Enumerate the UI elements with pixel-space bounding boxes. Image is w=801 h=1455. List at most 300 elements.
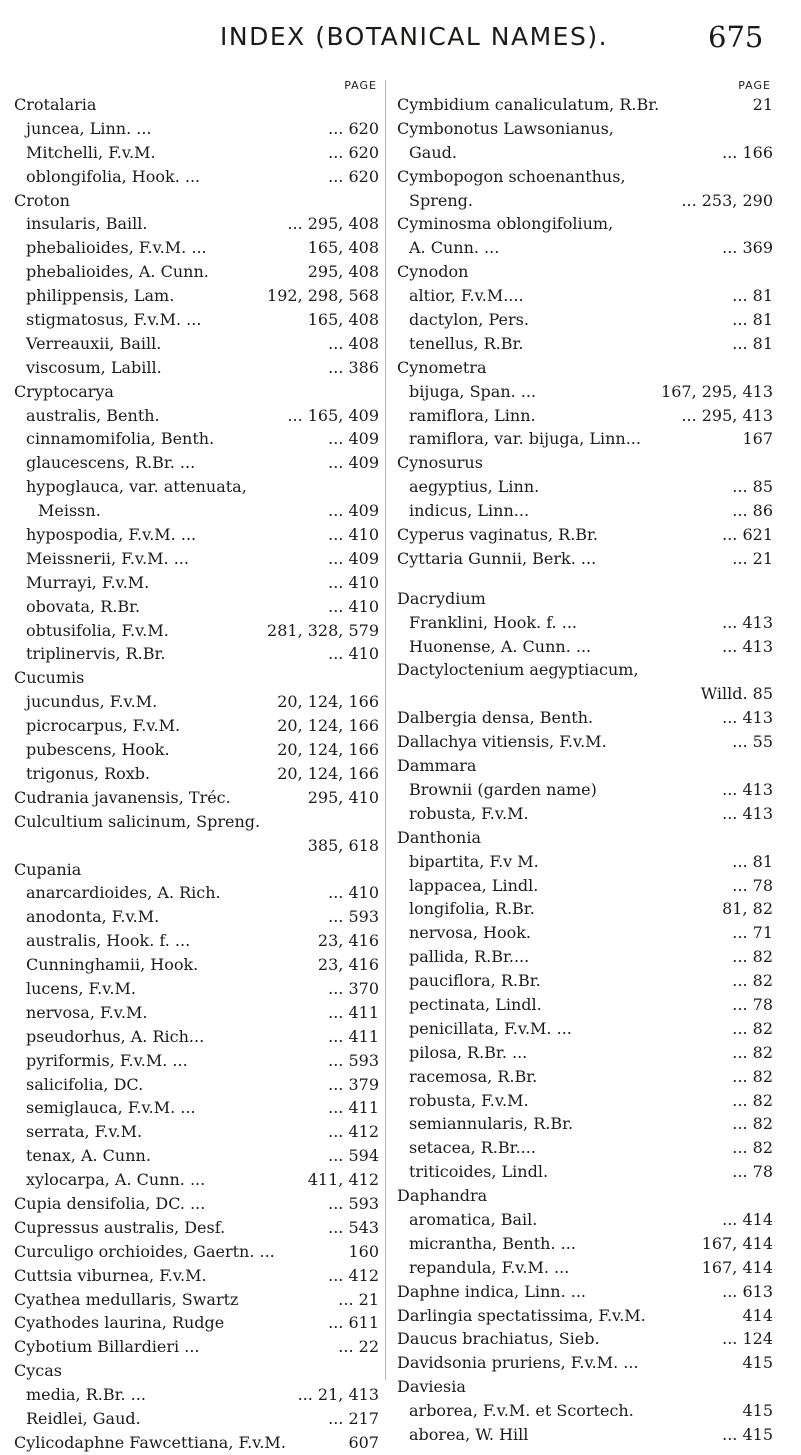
entry-pages: ... 411 [328,1002,379,1022]
entry-pages: ... 410 [328,572,379,592]
index-entry [14,1431,381,1455]
entry-name: Davidsonia pruriens, F.v.M. ... [397,1353,639,1373]
entry-name: pauciflora, R.Br. [409,971,541,991]
entry-pages: ... 21, 413 [297,1385,379,1405]
entry-name: Cucumis [14,668,85,688]
entry-pages: ... 413 [722,708,773,728]
entry-name: anarcardioides, A. Rich. [26,883,221,903]
entry-pages: 414 [742,1305,773,1325]
index-entry [14,236,381,260]
entry-pages: ... 413 [722,803,773,823]
entry-name: indicus, Linn... [409,501,530,521]
index-entry [397,189,775,213]
entry-name: hypospodia, F.v.M. ... [26,525,197,545]
entry-name: Cymbopogon schoenanthus, [397,166,626,186]
entry-name: Cyathodes laurina, Rudge [14,1313,225,1333]
index-entry [14,1001,381,1025]
entry-name: Reidlei, Gaud. [26,1408,141,1428]
index-entry [14,666,381,690]
entry-name: glaucescens, R.Br. ... [26,453,196,473]
index-entry [14,1049,381,1073]
entry-pages: 20, 124, 166 [277,692,379,712]
entry-name: Brownii (garden name) [409,779,597,799]
entry-name: triticoides, Lindl. [409,1162,549,1182]
entry-pages: ... 82 [732,1114,773,1134]
index-entry [14,977,381,1001]
entry-name: Dacrydium [397,588,486,608]
index-entry [14,1216,381,1240]
entry-name: Cupia densifolia, DC. ... [14,1193,206,1213]
entry-name: lappacea, Lindl. [409,875,539,895]
left-index-list [14,93,381,1455]
entry-name: pseudorhus, A. Rich... [26,1026,205,1046]
entry-pages: ... 543 [328,1217,379,1237]
index-entry [397,1256,775,1280]
entry-name: Cycas [14,1361,62,1381]
entry-name: pyriformis, F.v.M. ... [26,1050,188,1070]
index-entry [14,165,381,189]
index-entry [397,1304,775,1328]
entry-name: arborea, F.v.M. et Scortech. [409,1401,634,1421]
entry-name: pallida, R.Br.... [409,947,530,967]
entry-name: semiglauca, F.v.M. ... [26,1098,196,1118]
entry-name: Danthonia [397,827,481,847]
entry-pages: ... 295, 413 [681,405,773,425]
index-entry [14,1168,381,1192]
index-entry [14,356,381,380]
entry-pages: ... 409 [328,453,379,473]
index-entry [397,380,775,404]
entry-name: Dactyloctenium aegyptiacum, [397,660,639,680]
index-entry [14,547,381,571]
entry-pages: ... 412 [328,1265,379,1285]
index-entry [14,1025,381,1049]
entry-pages: 385, 618 [307,835,379,855]
index-entry [397,1017,775,1041]
index-entry [14,690,381,714]
index-entry [14,905,381,929]
index-entry [14,762,381,786]
entry-name: Daucus brachiatus, Sieb. [397,1329,600,1349]
index-entry [397,117,775,141]
entry-name: cinnamomifolia, Benth. [26,429,215,449]
index-entry [14,1096,381,1120]
entry-name: Cymbidium canaliculatum, R.Br. [397,95,660,114]
page-number: 675 [708,20,764,54]
entry-name: obtusifolia, F.v.M. [26,620,169,640]
index-entry [397,1089,775,1113]
index-entry [397,1399,775,1423]
index-entry [397,1423,775,1447]
index-entry [14,475,381,499]
index-entry [14,571,381,595]
entry-pages: 21 [752,95,773,114]
entry-name: Cylicodaphne Fawcettiana, F.v.M. [14,1432,286,1452]
entry-pages: ... 21 [338,1289,379,1309]
entry-pages: ... 81 [732,310,773,330]
index-entry [14,1407,381,1431]
entry-name: nervosa, F.v.M. [26,1002,148,1022]
index-entry [397,730,775,754]
page-header [0,22,801,58]
index-entry [14,141,381,165]
index-entry [397,682,775,706]
entry-pages: 192, 298, 568 [267,286,379,306]
entry-pages: ... 594 [328,1146,379,1166]
entry-pages: ... 408 [328,333,379,353]
entry-pages: ... 78 [732,875,773,895]
entry-name: Culcultium salicinum, Spreng. [14,811,261,831]
index-entry [14,1359,381,1383]
entry-name: trigonus, Roxb. [26,763,151,783]
entry-name: bijuga, Span. ... [409,381,537,401]
entry-name: Cynodon [397,262,469,282]
left-column [14,79,381,1455]
index-entry [14,117,381,141]
entry-pages: ... 593 [328,1193,379,1213]
entry-name: Cuttsia viburnea, F.v.M. [14,1265,207,1285]
entry-pages: 85 [752,684,773,704]
entry-pages: ... 621 [722,525,773,545]
entry-name: bipartita, F.v M. [409,851,539,871]
entry-pages: ... 71 [732,923,773,943]
index-entry [14,1383,381,1407]
index-entry [397,658,775,682]
index-entry [397,1136,775,1160]
entry-name: aromatica, Bail. [409,1209,538,1229]
index-entry [14,834,381,858]
entry-name: Meissnerii, F.v.M. ... [26,548,189,568]
entry-pages: ... 620 [328,166,379,186]
entry-name: Darlingia spectatissima, F.v.M. [397,1305,646,1325]
index-entry [397,308,775,332]
entry-name: Cyminosma oblongifolium, [397,214,614,234]
entry-pages: 281, 328, 579 [267,620,379,640]
entry-name: australis, Benth. [26,405,160,425]
entry-name: Curculigo orchioides, Gaertn. ... [14,1241,275,1261]
entry-name: xylocarpa, A. Cunn. ... [26,1170,206,1190]
entry-name: stigmatosus, F.v.M. ... [26,310,202,330]
index-entry [397,1065,775,1089]
entry-pages: 167 [742,429,773,449]
entry-name: setacea, R.Br.... [409,1138,536,1158]
entry-pages: ... 81 [732,286,773,306]
entry-pages: ... 413 [722,779,773,799]
index-entry [397,1280,775,1304]
entry-pages: 607 [348,1432,379,1452]
index-entry [14,308,381,332]
entry-name: salicifolia, DC. [26,1074,144,1094]
entry-pages: ... 593 [328,907,379,927]
entry-name: Daphandra [397,1186,488,1206]
index-entry [397,356,775,380]
entry-name: triplinervis, R.Br. [26,644,166,664]
entry-pages: ... 21 [732,548,773,568]
index-entry [397,1208,775,1232]
entry-name: anodonta, F.v.M. [26,907,160,927]
entry-name: ramiflora, var. bijuga, Linn... [409,429,641,449]
index-entry [397,778,775,802]
index-entry [397,993,775,1017]
entry-pages: ... 411 [328,1098,379,1118]
entry-name: semiannularis, R.Br. [409,1114,574,1134]
page-label-right: PAGE [738,79,771,92]
index-entry [14,332,381,356]
entry-pages: ... 386 [328,357,379,377]
index-entry [14,595,381,619]
index-entry [397,754,775,778]
index-entry [397,635,775,659]
entry-pages: ... 620 [328,142,379,162]
entry-pages: ... 85 [732,477,773,497]
index-entry [14,953,381,977]
entry-pages: 167, 414 [701,1257,773,1277]
entry-name: Crotalaria [14,95,97,114]
entry-pages: ... 620 [328,118,379,138]
entry-pages: ... 413 [722,636,773,656]
entry-pages: ... 253, 290 [681,190,773,210]
entry-pages: ... 82 [732,947,773,967]
index-entry [397,1160,775,1184]
entry-pages: ... 412 [328,1122,379,1142]
entry-name: longifolia, R.Br. [409,899,535,919]
entry-name: pilosa, R.Br. ... [409,1042,528,1062]
index-entry [397,165,775,189]
entry-name: Cupania [14,859,82,879]
index-entry [14,619,381,643]
index-entry [14,786,381,810]
entry-name: Huonense, A. Cunn. ... [409,636,592,656]
entry-name: Murrayi, F.v.M. [26,572,150,592]
entry-name: Dammara [397,756,477,776]
entry-name: Gaud. [409,142,457,162]
index-entry [14,1311,381,1335]
entry-name: Verreauxii, Baill. [26,333,162,353]
index-entry [397,547,775,571]
index-entry [14,1240,381,1264]
index-entry [397,1041,775,1065]
entry-name: Cyperus vaginatus, R.Br. [397,525,599,545]
entry-name: pubescens, Hook. [26,740,170,760]
entry-name: micrantha, Benth. ... [409,1233,576,1253]
index-entry [397,1375,775,1399]
entry-pages: ... 415 [722,1424,773,1444]
entry-name: juncea, Linn. ... [26,118,152,138]
entry-name: repandula, F.v.M. ... [409,1257,570,1277]
index-entry [14,427,381,451]
index-entry [397,1351,775,1375]
entry-name: Cudrania javanensis, Tréc. [14,787,231,807]
entry-name: obovata, R.Br. [26,596,141,616]
entry-name: Cybotium Billardieri ... [14,1337,200,1357]
entry-name: Cyathea medullaris, Swartz [14,1289,239,1309]
index-entry [397,236,775,260]
entry-name: jucundus, F.v.M. [26,692,158,712]
entry-pages: 165, 408 [307,310,379,330]
index-entry [397,475,775,499]
entry-name: Cupressus australis, Desf. [14,1217,226,1237]
entry-name: Dalbergia densa, Benth. [397,708,594,728]
entry-pages: ... 410 [328,883,379,903]
entry-pages: ... 55 [732,732,773,752]
entry-name: Willd. [700,684,748,704]
entry-pages: ... 81 [732,851,773,871]
index-entry [14,499,381,523]
index-entry [397,945,775,969]
index-entry [14,929,381,953]
entry-pages: ... 82 [732,1090,773,1110]
entry-pages: ... 82 [732,1138,773,1158]
index-entry [14,714,381,738]
entry-name: Cyttaria Gunnii, Berk. ... [397,548,597,568]
index-entry [14,404,381,428]
entry-pages: ... 414 [722,1209,773,1229]
entry-pages: ... 82 [732,1042,773,1062]
index-entry [397,969,775,993]
entry-name: hypoglauca, var. attenuata, [26,477,247,497]
index-entry [397,826,775,850]
entry-pages: 411, 412 [307,1170,379,1190]
entry-name: lucens, F.v.M. [26,978,136,998]
entry-pages: ... 78 [732,1162,773,1182]
index-entry [14,858,381,882]
entry-pages: 167, 295, 413 [661,381,773,401]
entry-name: Cynosurus [397,453,483,473]
index-entry [14,1144,381,1168]
entry-pages: ... 82 [732,1066,773,1086]
index-entry [397,284,775,308]
index-entry [14,380,381,404]
index-entry [14,642,381,666]
page-label-left: PAGE [344,79,377,92]
index-entry [397,427,775,451]
entry-name: serrata, F.v.M. [26,1122,143,1142]
index-entry [397,451,775,475]
entry-pages: ... 165, 409 [287,405,379,425]
index-entry [397,850,775,874]
entry-name: media, R.Br. ... [26,1385,146,1405]
index-entry [397,260,775,284]
entry-pages: ... 593 [328,1050,379,1070]
entry-name: aborea, W. Hill [409,1424,529,1444]
entry-pages: 295, 408 [307,262,379,282]
entry-pages: ... 611 [328,1313,379,1333]
entry-pages: 23, 416 [317,931,379,951]
entry-pages: ... 86 [732,501,773,521]
index-entry [397,141,775,165]
entry-pages: 415 [742,1401,773,1421]
entry-pages: ... 82 [732,1018,773,1038]
entry-name: penicillata, F.v.M. ... [409,1018,572,1038]
index-entry [397,1184,775,1208]
index-entry [397,1327,775,1351]
index-entry [14,738,381,762]
entry-name: aegyptius, Linn. [409,477,540,497]
index-entry [14,284,381,308]
entry-pages: ... 22 [338,1337,379,1357]
index-entry [397,874,775,898]
entry-name: robusta, F.v.M. [409,803,529,823]
entry-name: Daphne indica, Linn. ... [397,1281,587,1301]
entry-name: Cymbonotus Lawsonianus, [397,118,614,138]
entry-pages: ... 379 [328,1074,379,1094]
entry-name: Mitchelli, F.v.M. [26,142,156,162]
entry-pages: 167, 414 [701,1233,773,1253]
index-entry [397,93,775,117]
entry-pages: ... 410 [328,525,379,545]
index-entry [397,404,775,428]
entry-name: tenellus, R.Br. [409,333,524,353]
entry-name: Daviesia [397,1377,466,1397]
entry-name: Croton [14,190,70,210]
entry-name: robusta, F.v.M. [409,1090,529,1110]
index-entry [14,1335,381,1359]
index-title: INDEX (BOTANICAL NAMES). [220,22,609,51]
entry-name: phebalioides, F.v.M. ... [26,238,207,258]
index-entry [397,611,775,635]
index-entry [397,1232,775,1256]
index-entry [397,499,775,523]
index-entry [14,1073,381,1097]
entry-pages: ... 81 [732,333,773,353]
entry-name: Cynometra [397,357,487,377]
entry-pages: 81, 82 [722,899,773,919]
index-entry [397,212,775,236]
index-entry [14,93,381,117]
entry-name: racemosa, R.Br. [409,1066,538,1086]
index-entry [397,1112,775,1136]
entry-pages: ... 369 [722,238,773,258]
entry-pages: ... 78 [732,994,773,1014]
entry-name: viscosum, Labill. [26,357,162,377]
entry-pages: ... 410 [328,596,379,616]
entry-name: australis, Hook. f. ... [26,931,191,951]
index-entry [14,881,381,905]
index-entry [397,523,775,547]
index-entry [14,1192,381,1216]
entry-pages: 160 [348,1241,379,1261]
index-entry [14,189,381,213]
entry-name: tenax, A. Cunn. [26,1146,151,1166]
index-entry [14,451,381,475]
entry-pages: 23, 416 [317,955,379,975]
entry-name: ramiflora, Linn. [409,405,536,425]
entry-pages: 20, 124, 166 [277,763,379,783]
entry-name: altior, F.v.M.... [409,286,524,306]
entry-name: Cunninghamii, Hook. [26,955,199,975]
entry-pages: ... 613 [722,1281,773,1301]
index-entry [14,260,381,284]
entry-pages: ... 410 [328,644,379,664]
entry-name: Cryptocarya [14,381,114,401]
entry-pages: ... 82 [732,971,773,991]
index-entry [397,706,775,730]
index-entry [14,212,381,236]
entry-name: pectinata, Lindl. [409,994,542,1014]
entry-pages: ... 295, 408 [287,214,379,234]
index-entry [397,897,775,921]
index-entry [14,1120,381,1144]
entry-name: philippensis, Lam. [26,286,175,306]
entry-pages: ... 409 [328,501,379,521]
entry-pages: 415 [742,1353,773,1373]
index-entry [397,802,775,826]
entry-name: picrocarpus, F.v.M. [26,716,181,736]
entry-pages: ... 409 [328,429,379,449]
entry-pages: ... 217 [328,1408,379,1428]
index-entry [14,523,381,547]
entry-name: nervosa, Hook. [409,923,532,943]
